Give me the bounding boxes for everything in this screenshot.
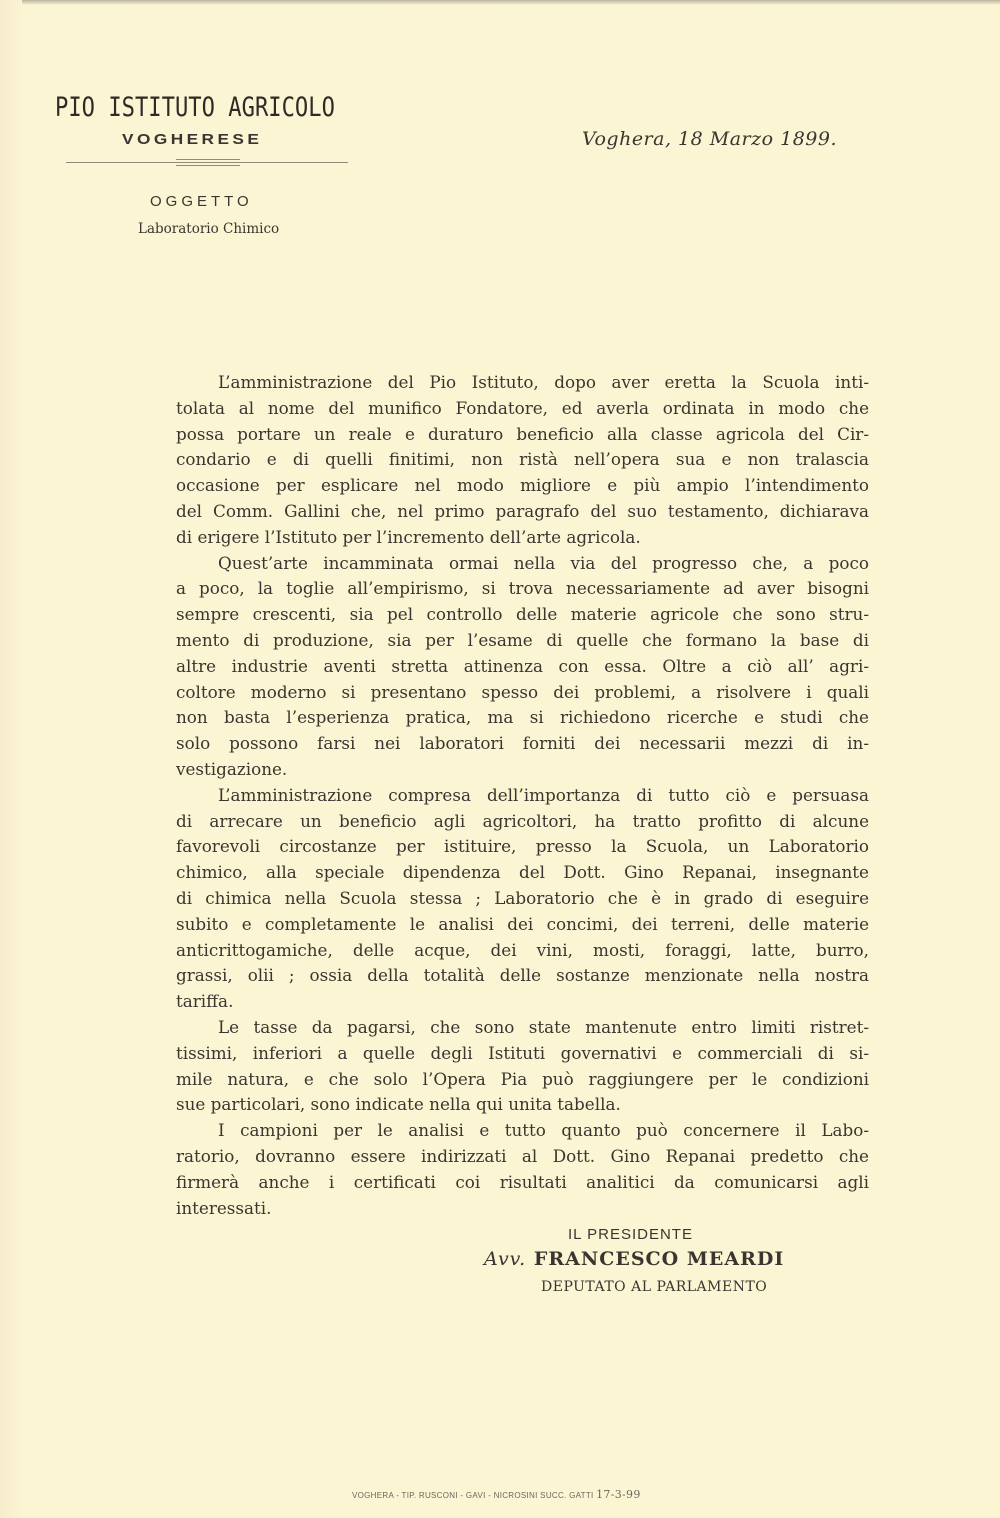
body-line: condario e di quelli finitimi, non ristà nell’opera sua e non tralascia: [176, 449, 869, 470]
body-line: tissimi, inferiori a quelle degli Istituti governativi e commerciali di si-: [176, 1042, 869, 1063]
body-line: solo possono farsi nei laboratori forniti dei necessarii mezzi di in-: [176, 733, 869, 754]
body-line: di arrecare un beneficio agli agricoltori, ha tratto profitto di alcune: [176, 810, 869, 831]
body-line: subito e completamente le analisi dei concimi, dei terreni, delle materie: [176, 913, 869, 934]
institution-name: PIO ISTITUTO AGRICOLO: [55, 92, 335, 123]
body-line: mento di produzione, sia per l’esame di quelle che formano la base di: [176, 629, 869, 650]
body-line: coltore moderno si presentano spesso dei problemi, a risolvere i quali: [176, 681, 869, 702]
printer-footer: [352, 1488, 641, 1501]
body-line: chimico, alla speciale dipendenza del Dott. Gino Repanai, insegnante: [176, 862, 869, 883]
body-line: L’amministrazione compresa dell’importanza di tutto ciò e persuasa: [218, 784, 869, 805]
body-line: vestigazione.: [176, 758, 288, 779]
body-line: a poco, la toglie all’empirismo, si trova necessariamente ad aver bisogni: [176, 578, 869, 599]
signature-name: [484, 1248, 784, 1270]
body-line: di chimica nella Scuola stessa ; Laboratorio che è in grado di eseguire: [176, 887, 869, 908]
header-rule-ornament: [176, 159, 240, 166]
paper-edge: [0, 0, 22, 1518]
body-line: L’amministrazione del Pio Istituto, dopo aver eretta la Scuola inti-: [218, 372, 869, 392]
body-line: grassi, olii ; ossia della totalità delle sostanze menzionate nella nostra: [176, 965, 869, 986]
body-line: possa portare un reale e duraturo beneficio alla classe agricola del Cir-: [176, 423, 869, 444]
subject-heading: OGGETTO: [150, 193, 253, 210]
letter-date: Voghera, 18 Marzo 1899.: [582, 128, 838, 150]
signature-fullname: FRANCESCO MEARDI: [533, 1248, 785, 1270]
institution-subtitle: VOGHERESE: [122, 131, 263, 148]
subject-text: Laboratorio Chimico: [138, 221, 280, 237]
print-date: 17-3-99: [596, 1488, 641, 1501]
signature-prefix: Avv.: [484, 1248, 527, 1270]
body-line: altre industrie aventi stretta attinenza con essa. Oltre a ciò all’ agri-: [176, 655, 869, 676]
body-line: Quest’arte incamminata ormai nella via del progresso che, a poco: [218, 552, 869, 573]
body-line: ratorio, dovranno essere indirizzati al Dott. Gino Repanai predetto che: [176, 1145, 869, 1166]
body-line: Le tasse da pagarsi, che sono state mantenute entro limiti ristret-: [218, 1016, 869, 1037]
body-line: non basta l’esperienza pratica, ma si richiedono ricerche e studi che: [176, 707, 869, 728]
body-line: interessati.: [176, 1197, 272, 1218]
signature-title: IL PRESIDENTE: [568, 1226, 693, 1243]
letter-body: [176, 370, 869, 1221]
body-line: anticrittogamiche, delle acque, dei vini, mosti, foraggi, latte, burro,: [176, 939, 869, 960]
body-line: occasione per esplicare nel modo migliore e più ampio l’intendimento: [176, 475, 869, 496]
body-line: firmerà anche i certificati coi risultati analitici da comunicarsi agli: [176, 1171, 869, 1192]
body-line: mile natura, e che solo l’Opera Pia può raggiungere per le condizioni: [176, 1068, 869, 1089]
body-line: sempre crescenti, sia pel controllo delle materie agricole che sono stru-: [176, 604, 869, 625]
body-line: tariffa.: [176, 991, 234, 1012]
body-line: sue particolari, sono indicate nella qui unita tabella.: [176, 1094, 621, 1115]
body-line: del Comm. Gallini che, nel primo paragrafo del suo testamento, dichiarava: [176, 500, 869, 521]
body-line: tolata al nome del munifico Fondatore, ed averla ordinata in modo che: [176, 397, 869, 418]
signature-role: DEPUTATO AL PARLAMENTO: [541, 1279, 768, 1295]
page-edge: [0, 0, 1000, 5]
body-line: favorevoli circostanze per istituire, presso la Scuola, un Laboratorio: [176, 836, 869, 857]
body-line: I campioni per le analisi e tutto quanto può concernere il Labo-: [218, 1120, 869, 1141]
printer-name: VOGHERA - TIP. RUSCONI - GAVI - NICROSINI SUCC. GATTI: [352, 1491, 594, 1500]
body-line: di erigere l’Istituto per l’incremento dell’arte agricola.: [176, 526, 641, 547]
